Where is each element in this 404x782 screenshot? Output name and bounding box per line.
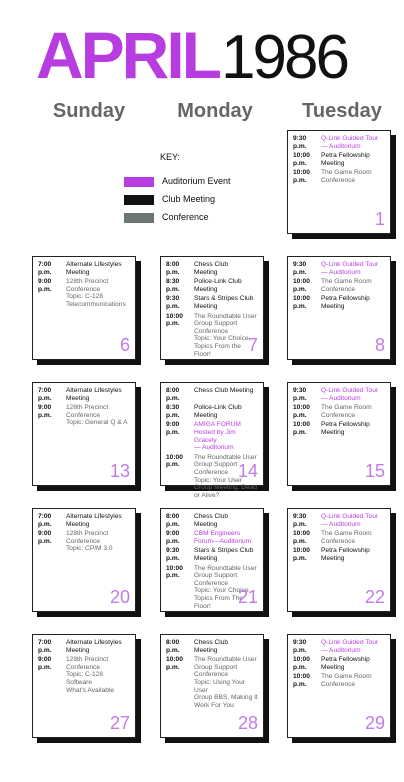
calendar-title — [36, 20, 347, 90]
event-item — [293, 387, 385, 402]
event-item — [293, 152, 385, 167]
day-number: 21 — [237, 587, 258, 607]
event-description: Petra Fellowship Meeting — [321, 547, 370, 562]
event-time: 10:00 p.m. — [293, 547, 310, 562]
event-description: Q-Link Guided Tour — Auditorium — [321, 135, 379, 150]
legend-swatch — [124, 177, 154, 187]
day-number: 20 — [109, 587, 130, 607]
event-time: 9:30 p.m. — [293, 513, 307, 528]
day-cell — [287, 508, 391, 612]
event-time: 10:00 p.m. — [293, 295, 310, 310]
event-item — [293, 261, 385, 276]
event-description: Petra Fellowship Meeting — [321, 656, 370, 671]
event-time: 8:00 p.m. — [166, 513, 180, 528]
event-item — [166, 547, 258, 562]
event-time: 10:00 p.m. — [293, 530, 310, 545]
day-number: 13 — [109, 461, 130, 481]
event-description: Police-Link Club Meeting — [194, 278, 242, 293]
event-time: 8:00 p.m. — [166, 261, 180, 276]
legend-label: Conference — [162, 212, 209, 222]
event-item — [38, 387, 130, 402]
event-description: Alternate Lifestyles Meeting — [66, 387, 122, 402]
event-description: The Game Room Conference — [321, 278, 372, 293]
event-item — [166, 404, 258, 419]
event-description: Q-Link Guided Tour — Auditorium — [321, 513, 379, 528]
event-time: 9:00 p.m. — [38, 278, 52, 293]
event-item — [293, 547, 385, 562]
event-description: CBM Engineers Forum—Auditorium — [194, 530, 252, 545]
event-description: Stars & Stripes Club Meeting — [194, 547, 254, 562]
event-item — [166, 295, 258, 310]
event-item — [166, 513, 258, 528]
event-description: Q-Link Guided Tour — Auditorium — [321, 261, 379, 276]
event-time: 10:00 p.m. — [166, 453, 183, 469]
day-cell — [287, 130, 391, 234]
event-description: The Game Room Conference — [321, 673, 372, 688]
day-number: 29 — [364, 713, 385, 733]
event-time: 10:00 p.m. — [293, 656, 310, 671]
event-item — [293, 673, 385, 688]
event-description: Petra Fellowship Meeting — [321, 295, 370, 310]
day-number: 15 — [364, 461, 385, 481]
event-item — [293, 530, 385, 545]
event-time: 9:30 p.m. — [293, 261, 307, 276]
day-number: 6 — [119, 335, 130, 355]
day-cell — [32, 382, 136, 486]
day-cell — [160, 256, 264, 360]
event-description: The Roundtable User Group Support Conference Topic: Using Your User Group BBS, Making It Work For You — [194, 656, 258, 709]
event-description: Chess Club Meeting — [194, 639, 229, 654]
event-time: 7:00 p.m. — [38, 387, 52, 402]
event-description: Alternate Lifestyles Meeting — [66, 261, 122, 276]
event-description: Chess Club Meeting — [194, 513, 229, 528]
month-title: APRIL — [36, 18, 219, 92]
event-description: Alternate Lifestyles Meeting — [66, 639, 122, 654]
event-description: Police-Link Club Meeting — [194, 404, 242, 419]
event-item — [293, 639, 385, 654]
event-item — [166, 530, 258, 545]
event-description: The Roundtable User Group Support Conference Topic: Your Choice, Topics From the Floor! — [194, 312, 257, 358]
day-number: 1 — [374, 209, 385, 229]
legend-item-auditorium — [124, 176, 231, 187]
event-time: 10:00 p.m. — [166, 656, 183, 671]
event-item — [293, 421, 385, 436]
day-number: 22 — [364, 587, 385, 607]
event-description: The Game Room Conference — [321, 404, 372, 419]
day-header-tuesday: Tuesday — [302, 100, 382, 122]
day-header-monday: Monday — [177, 100, 253, 122]
event-description: The Roundtable User Group Support Conference Topic: Your Choice, Topics From The Floor! — [194, 564, 257, 610]
day-header-sunday: Sunday — [52, 100, 126, 122]
event-time: 9:00 p.m. — [166, 421, 180, 436]
event-description: 128th Precinct Conference Topic: C-128 Telecommunications — [66, 278, 126, 308]
event-item — [38, 278, 130, 308]
day-number: 28 — [237, 713, 258, 733]
legend-swatch — [124, 195, 154, 205]
day-number: 8 — [374, 335, 385, 355]
event-time: 7:00 p.m. — [38, 513, 52, 528]
legend-label: Club Meeting — [162, 194, 216, 204]
event-item — [166, 261, 258, 276]
event-time: 9:30 p.m. — [293, 387, 307, 402]
day-cell — [160, 508, 264, 612]
event-description: 128th Precinct Conference Topic: CP/M 3.0 — [66, 530, 113, 553]
event-item — [38, 261, 130, 276]
event-item — [293, 404, 385, 419]
day-cell — [32, 508, 136, 612]
day-number: 7 — [247, 335, 258, 355]
event-description: Q-Link Guided Tour — Auditorium — [321, 387, 379, 402]
event-time: 10:00 p.m. — [166, 564, 183, 580]
day-cell — [32, 634, 136, 738]
event-description: The Game Room Conference — [321, 530, 372, 545]
event-item — [166, 639, 258, 654]
legend-item-club — [124, 194, 215, 205]
event-item — [166, 278, 258, 293]
event-item — [166, 656, 258, 709]
event-time: 7:00 p.m. — [38, 261, 52, 276]
event-item — [293, 169, 385, 184]
event-time: 9:30 p.m. — [166, 547, 180, 562]
event-item — [166, 421, 258, 451]
event-time: 10:00 p.m. — [293, 278, 310, 293]
event-time: 10:00 p.m. — [293, 152, 310, 167]
event-description: 128th Precinct Conference Topic: General Q & A — [66, 404, 128, 427]
day-cell — [160, 634, 264, 738]
day-number: 27 — [109, 713, 130, 733]
event-item — [166, 387, 258, 402]
event-time: 9:30 p.m. — [293, 135, 307, 150]
event-time: 9:00 p.m. — [38, 530, 52, 545]
event-item — [166, 313, 258, 359]
event-item — [293, 656, 385, 671]
event-description: 128th Precinct Conference Topic: C-128 Software What's Available — [66, 656, 115, 694]
legend-label: Auditorium Event — [162, 176, 231, 186]
event-item — [38, 404, 130, 427]
event-item — [293, 513, 385, 528]
year-title: 1986 — [221, 23, 347, 92]
event-time: 10:00 p.m. — [293, 404, 310, 419]
event-description: Alternate Lifestyles Meeting — [66, 513, 122, 528]
event-description: Petra Fellowship Meeting — [321, 421, 370, 436]
event-description: Chess Club Meeting — [194, 387, 254, 394]
day-cell — [287, 634, 391, 738]
event-time: 10:00 p.m. — [293, 169, 310, 184]
legend-swatch — [124, 213, 154, 223]
event-time: 7:00 p.m. — [38, 639, 52, 654]
day-number: 14 — [237, 461, 258, 481]
day-cell — [287, 256, 391, 360]
event-description: The Game Room Conference — [321, 169, 372, 184]
event-time: 8:30 p.m. — [166, 404, 180, 419]
event-time: 9:00 p.m. — [38, 656, 52, 671]
day-cell — [287, 382, 391, 486]
event-description: AMIGA FORUM Hosted by Jim Gracely — Auditorium — [194, 421, 241, 452]
event-time: 10:00 p.m. — [293, 421, 310, 436]
event-item — [38, 530, 130, 553]
day-cell — [32, 256, 136, 360]
event-item — [293, 295, 385, 310]
event-time: 9:00 p.m. — [166, 530, 180, 545]
day-cell — [160, 382, 264, 499]
event-description: Chess Club Meeting — [194, 261, 229, 276]
event-time: 9:00 p.m. — [38, 404, 52, 419]
legend-item-conference — [124, 212, 209, 223]
event-description: Stars & Stripes Club Meeting — [194, 295, 254, 310]
event-description: Petra Fellowship Meeting — [321, 152, 370, 167]
event-item — [38, 639, 130, 654]
event-time: 8:00 p.m. — [166, 639, 180, 654]
event-item — [38, 513, 130, 528]
event-description: The Roundtable User Group Support Conference Topic: Your User Group Meeting, Dead or Alive? — [194, 453, 258, 499]
event-time: 10:00 p.m. — [166, 312, 183, 328]
event-item — [38, 656, 130, 694]
event-time: 9:30 p.m. — [293, 639, 307, 654]
legend-title: KEY: — [160, 152, 181, 162]
event-time: 10:00 p.m. — [293, 673, 310, 688]
event-description: Q-Link Guided Tour — Auditorium — [321, 639, 379, 654]
event-time: 9:30 p.m. — [166, 295, 180, 310]
event-item — [293, 135, 385, 150]
event-time: 8:00 p.m. — [166, 387, 180, 402]
event-time: 8:30 p.m. — [166, 278, 180, 293]
event-item — [293, 278, 385, 293]
